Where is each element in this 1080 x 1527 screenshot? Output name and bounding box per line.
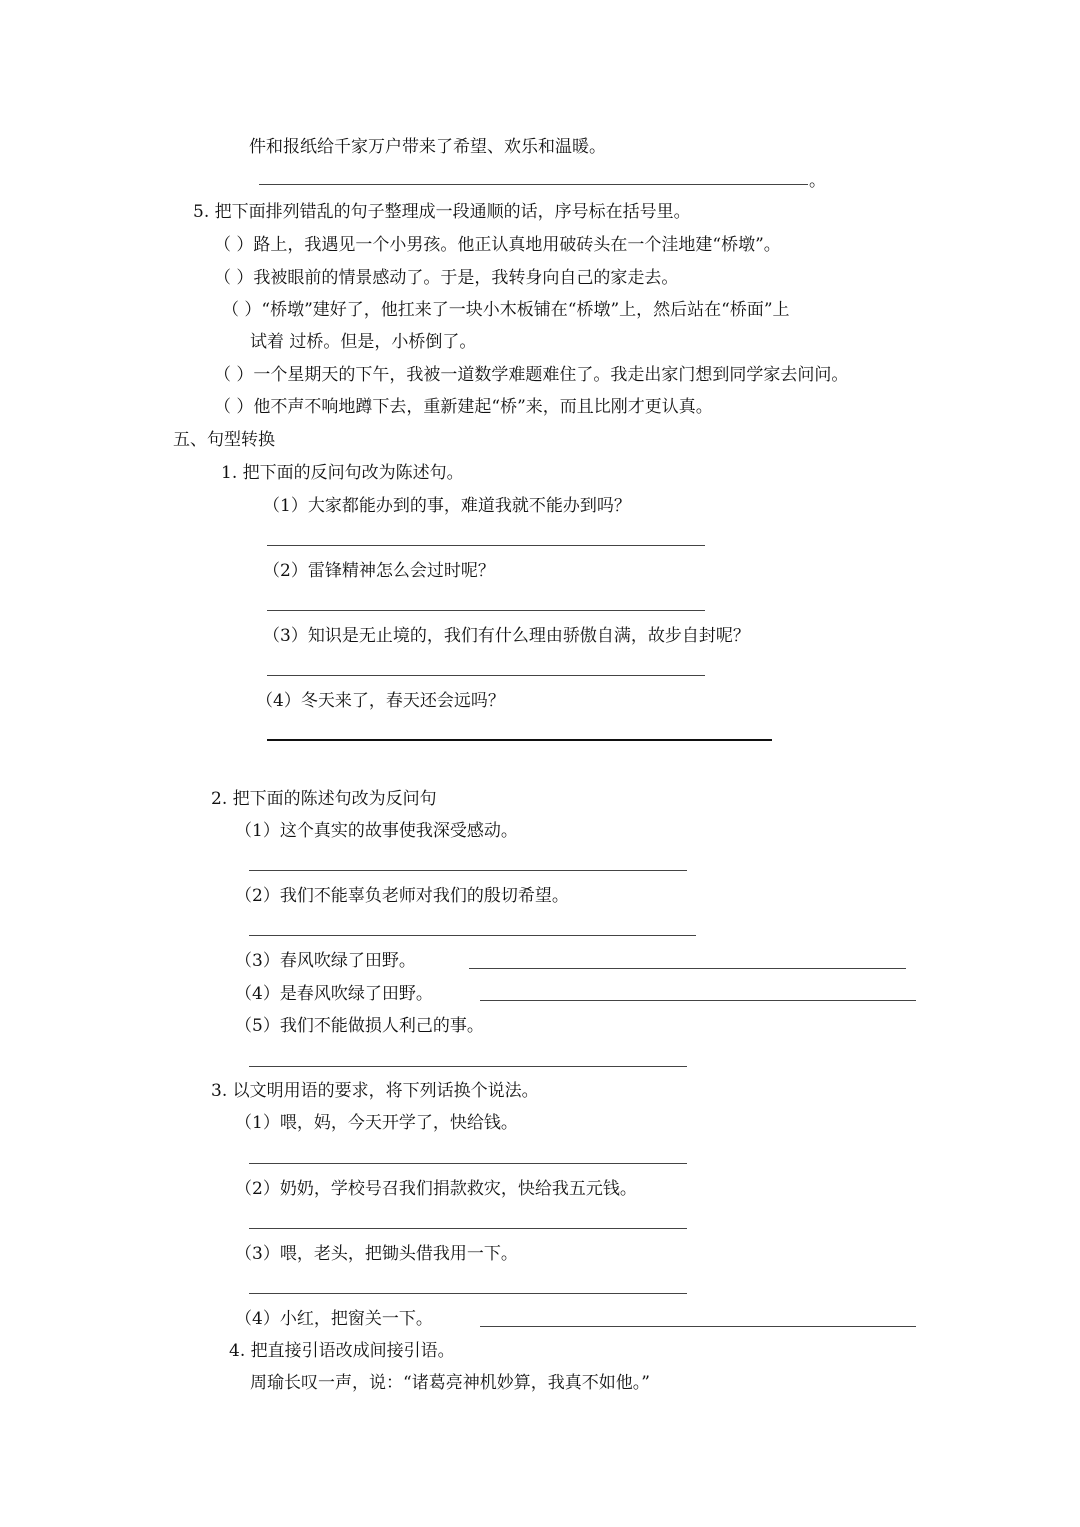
question-2-title: 2. 把下面的陈述句改为反问句 [211,789,437,809]
answer-line[interactable] [480,1326,916,1327]
answer-line[interactable] [249,1293,687,1294]
question-item: （1）大家都能办到的事，难道我就不能办到吗？ [263,496,631,516]
answer-line[interactable] [249,1163,687,1164]
question-item: （5）我们不能做损人利己的事。 [235,1016,484,1036]
answer-line[interactable] [480,1000,916,1001]
question-item: （2）我们不能辜负老师对我们的殷切希望。 [235,886,569,906]
answer-line[interactable] [267,610,705,611]
answer-line[interactable] [249,1228,687,1229]
question-item: （2）奶奶，学校号召我们捐款救灾，快给我五元钱。 [235,1179,637,1199]
question-5-title: 5. 把下面排列错乱的句子整理成一段通顺的话，序号标在括号里。 [193,202,691,222]
answer-line[interactable] [249,935,696,936]
question-3-title: 3. 以文明用语的要求，将下列话换个说法。 [211,1081,539,1101]
answer-line[interactable] [249,870,687,871]
question-4-title: 4. 把直接引语改成间接引语。 [229,1341,455,1361]
question-item: （4）小红，把窗关一下。 [235,1309,433,1329]
section-heading: 五、句型转换 [173,430,275,450]
answer-line[interactable] [267,739,772,741]
question-item: （3）春风吹绿了田野。 [235,951,416,971]
ordering-item: （ ）“桥墩”建好了，他扛来了一块小木板铺在“桥墩”上，然后站在“桥面”上 [222,300,790,320]
ordering-item-continuation: 试着 过桥。但是，小桥倒了。 [250,332,477,352]
question-item: （1）喂，妈，今天开学了，快给钱。 [235,1113,518,1133]
end-mark: 。 [809,171,826,191]
answer-line[interactable] [259,184,808,185]
ordering-item: （ ）一个星期天的下午，我被一道数学难题难住了。我走出家门想到同学家去问问。 [214,365,849,385]
question-item: （4）是春风吹绿了田野。 [235,984,433,1004]
ordering-item: （ ）路上，我遇见一个小男孩。他正认真地用破砖头在一个洼地建“桥墩”。 [214,235,781,255]
direct-quote: 周瑜长叹一声，说：“诸葛亮神机妙算，我真不如他。” [250,1373,650,1393]
answer-line[interactable] [267,545,705,546]
answer-line[interactable] [249,1066,687,1067]
paragraph-line: 件和报纸给千家万户带来了希望、欢乐和温暖。 [249,137,606,157]
question-item: （3）知识是无止境的，我们有什么理由骄傲自满，故步自封呢？ [263,626,750,646]
question-item: （1）这个真实的故事使我深受感动。 [235,821,518,841]
question-1-title: 1. 把下面的反问句改为陈述句。 [221,463,464,483]
question-item: （4）冬天来了，春天还会远吗？ [256,691,505,711]
answer-line[interactable] [267,675,705,676]
answer-line[interactable] [469,968,906,969]
question-item: （2）雷锋精神怎么会过时呢？ [263,561,495,581]
question-item: （3）喂，老头，把锄头借我用一下。 [235,1244,518,1264]
ordering-item: （ ）我被眼前的情景感动了。于是，我转身向自己的家走去。 [214,268,679,288]
ordering-item: （ ）他不声不响地蹲下去，重新建起“桥”来，而且比刚才更认真。 [214,397,713,417]
